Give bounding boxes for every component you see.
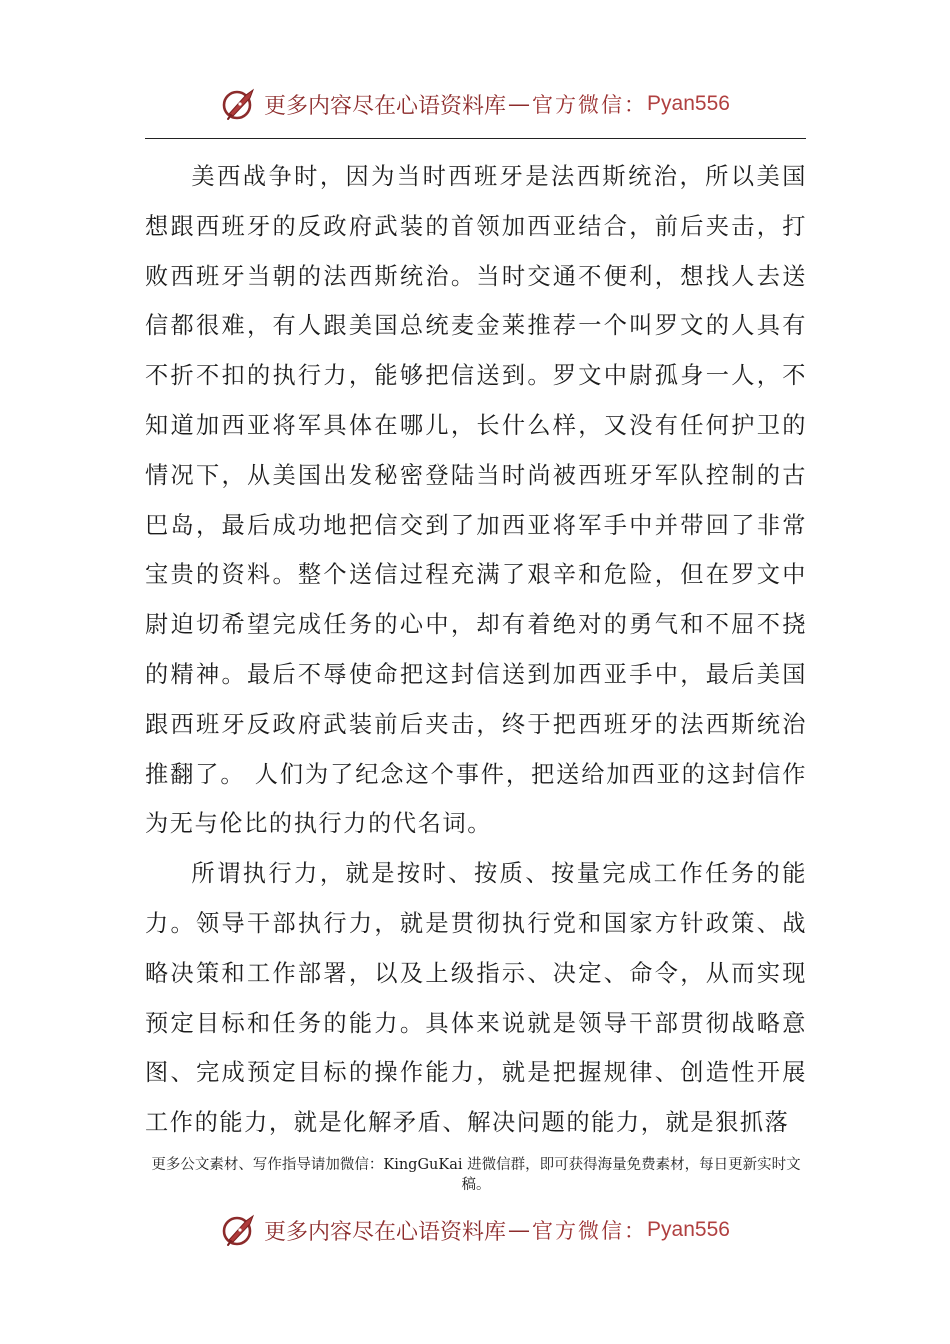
header-wechat-id: Pyan556 — [647, 92, 730, 115]
footer-dash: — — [508, 1217, 531, 1243]
header-banner — [0, 82, 950, 126]
body-paragraph-2: 所谓执行力，就是按时、按质、按量完成工作任务的能力。领导干部执行力，就是贯彻执行党和国家方针政策、战略决策和工作部署，以及上级指示、决定、命令，从而实现预定目标和任务的能力。具体来说就是领导干部贯彻战略意图、完成预定目标的操作能力，就是把握规律、创造性开展工作的能力，就是化解矛盾、解决问题的能力，就是狠抓落 — [145, 860, 807, 1137]
footer-note: 更多公文素材、写作指导请加微信：KingGuKai 进微信群，即可获得海量免费素材，每日更新实时文稿。 — [151, 1157, 801, 1193]
footer-wechat-id: Pyan556 — [647, 1218, 730, 1241]
body-paragraph-1: 美西战争时，因为当时西班牙是法西斯统治，所以美国想跟西班牙的反政府武装的首领加西亚结合，前后夹击，打败西班牙当朝的法西斯统治。当时交通不便利，想找人去送信都很难，有人跟美国总统麦金莱推荐一个叫罗文的人具有不折不扣的执行力，能够把信送到。罗文中尉孤身一人，不知道加西亚将军具体在哪儿，长什么样，又没有任何护卫的情况下，从美国出发秘密登陆当时尚被西班牙军队控制的古巴岛，最后成功地把信交到了加西亚将军手中并带回了非常宝贵的资料。整个送信过程充满了艰辛和危险，但在罗文中尉迫切希望完成任务的心中，却有着绝对的勇气和不屈不挠的精神。最后不辱使命把这封信送到加西亚手中，最后美国跟西班牙反政府武装前后夹击，终于把西班牙的法西斯统治推翻了。 人们为了纪念这个事件，把送给加西亚的这封信作为无与伦比的执行力的代名词。 — [145, 163, 807, 838]
header-official-label: 官方微信： — [532, 93, 648, 117]
footer-official-label: 官方微信： — [532, 1219, 648, 1243]
document-body — [145, 152, 807, 1148]
pen-nib-logo-icon — [220, 1210, 260, 1250]
header-dash: — — [508, 91, 531, 117]
footer-banner — [0, 1208, 950, 1252]
footer-brand-text: 更多内容尽在心语资料库 — [264, 1219, 507, 1245]
header-rule — [145, 138, 806, 139]
pen-nib-logo-icon — [220, 84, 260, 124]
header-brand-text: 更多内容尽在心语资料库 — [264, 93, 507, 119]
